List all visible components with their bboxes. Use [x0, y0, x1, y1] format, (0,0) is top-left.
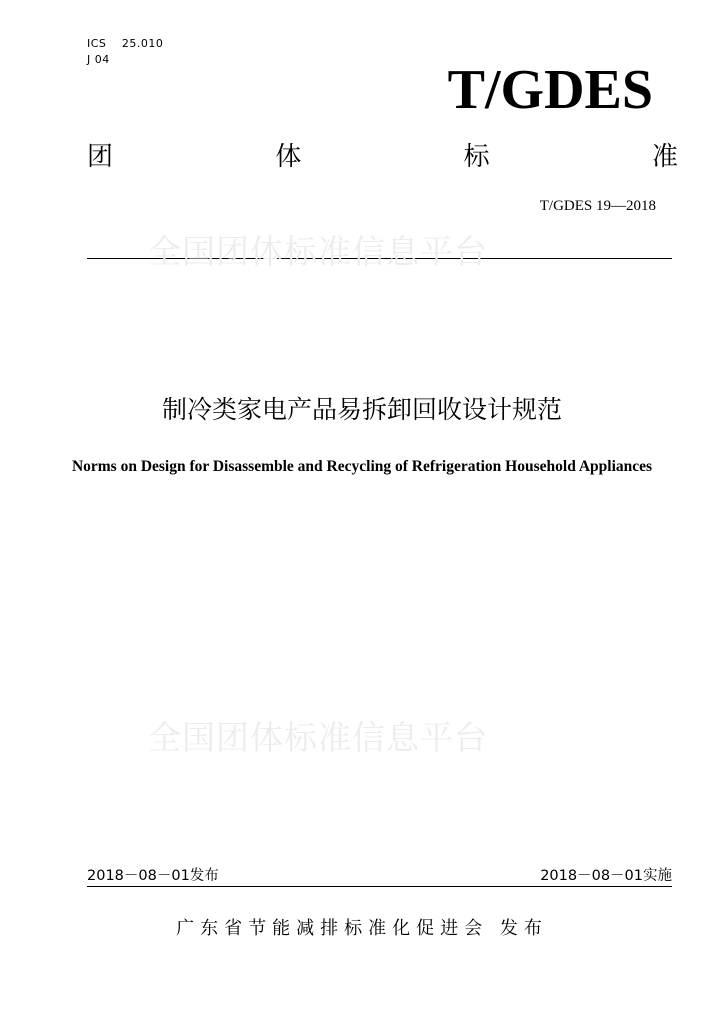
implement-date: 2018－08－01实施 — [540, 868, 672, 884]
ccs-code: J 04 — [87, 53, 110, 66]
category-char: 准 — [651, 142, 678, 172]
category-char: 团 — [87, 142, 114, 172]
footer-divider — [87, 886, 672, 887]
watermark: 全国团体标准信息平台 — [148, 718, 488, 757]
standard-number: T/GDES 19—2018 — [539, 198, 656, 214]
standard-category — [87, 140, 678, 174]
watermark: 全国团体标准信息平台 — [148, 232, 488, 271]
document-title-cn: 制冷类家电产品易拆卸回收设计规范 — [161, 395, 562, 424]
issue-date: 2018－08－01发布 — [87, 868, 219, 884]
document-title-en: Norms on Design for Disassemble and Recycling of Refrigeration Household Appliances — [71, 458, 653, 475]
ics-code: ICS 25.010 — [87, 37, 164, 50]
classification-codes — [87, 36, 163, 68]
category-char: 标 — [463, 142, 490, 172]
category-char: 体 — [275, 142, 302, 172]
publisher: 广东省节能减排标准化促进会 发布 — [176, 918, 548, 939]
standard-brand: T/GDES — [447, 59, 653, 121]
